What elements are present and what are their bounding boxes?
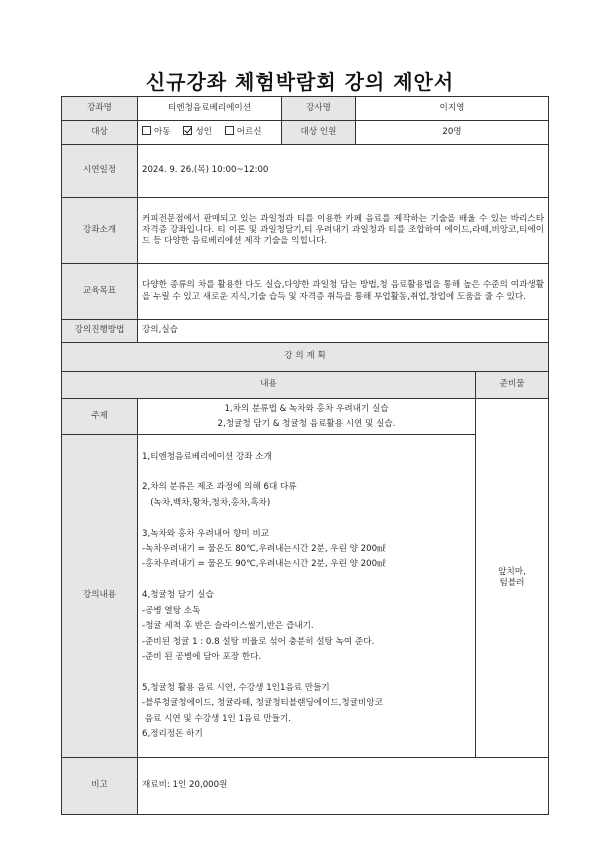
lecture-line: -청귤 세척 후 반은 슬라이스썰기,반은 즙내기. (142, 621, 314, 632)
lecture-line: 2,차의 분류은 제조 과정에 의해 6대 다류 (142, 482, 297, 493)
intro-label: 강좌소개 (62, 198, 138, 264)
lecture-line: (녹차,백차,황차,청차,홍차,흑차) (142, 497, 271, 508)
topic-line: 2,청귤청 담기 & 청귤청 음료활용 시연 및 실습. (217, 418, 396, 429)
course-label: 강좌명 (62, 97, 138, 121)
note-label: 비고 (62, 758, 138, 815)
lecture-line: 6,정리정돈 하기 (142, 728, 203, 739)
topic-label: 주제 (62, 399, 138, 435)
headcount-value: 20명 (356, 121, 549, 145)
course-value: 티엔청음료베리에이션 (138, 97, 282, 121)
lecture-line: -공병 열탕 소독 (142, 605, 201, 616)
checkbox-icon (225, 126, 234, 135)
lecture-line: -녹차우려내기 = 물온도 80℃,우려내는시간 2분, 우린 양 200㎖ (142, 544, 386, 555)
row-note (62, 758, 549, 815)
row-lecture (62, 435, 549, 758)
row-schedule (62, 145, 549, 198)
lecture-line: -블루청귤청에이드, 청귤라떼, 청귤청티블랜딩에이드,청귤비앙코 (142, 698, 383, 709)
lecture-line: 4,청귤청 담기 실습 (142, 590, 214, 601)
target-options (138, 121, 282, 145)
checkbox-checked-icon (183, 126, 192, 135)
lecture-line: -준비 된 공병에 담아 포장 한다. (142, 651, 262, 662)
row-plan-header (62, 343, 549, 372)
lecture-line: 1,티엔청음료베리에이션 강좌 소개 (142, 451, 272, 462)
schedule-label: 시연일정 (62, 145, 138, 198)
intro-value: 커피전문점에서 판매되고 있는 과일청과 티를 이용한 카페 음료를 제작하는 기술을 배울 수 있는 바리스타 자격증 강좌입니다. 티 이론 및 과일청담기,티 우려내기 과일청과 티를 조합하여 에이드,라떼,비앙코,티에이드 등 다양한 음료베리에션 제작 기술을 익힙니다. (138, 198, 549, 264)
row-course (62, 97, 549, 121)
lecture-line (142, 665, 471, 680)
lecture-line (142, 511, 471, 526)
target-option-adult[interactable]: 성인 (183, 126, 212, 138)
lecture-line: 3,녹차와 홍차 우려내어 향미 비교 (142, 528, 270, 539)
schedule-value: 2024. 9. 26.(목) 10:00~12:00 (138, 145, 549, 198)
instructor-label: 강사명 (282, 97, 356, 121)
target-option-child[interactable]: 아동 (142, 126, 171, 138)
row-content-header (62, 372, 549, 399)
target-option-senior[interactable]: 어르신 (225, 126, 262, 138)
page-title: 신규강좌 체험박람회 강의 제안서 (145, 70, 455, 94)
lecture-label: 강의내용 (62, 435, 138, 758)
target-label: 대상 (62, 121, 138, 145)
content-header: 내용 (62, 372, 476, 399)
materials-value: 앞치마, 텀블러 (476, 399, 549, 758)
lecture-line: 5,청귤청 활용 음료 시연, 수강생 1인1음료 만들기 (142, 682, 330, 693)
lecture-line: -준비된 청귤 1 : 0.8 설탕 비율로 섞어 충분히 설탕 녹여 준다. (142, 636, 375, 647)
row-goal (62, 264, 549, 320)
lecture-line: -홍차우려내기 = 물온도 90℃,우려내는시간 2분, 우린 양 200㎖ (142, 559, 386, 570)
lecture-content (138, 435, 476, 758)
headcount-label: 대상 인원 (282, 121, 356, 145)
materials-header: 준비물 (476, 372, 549, 399)
lecture-line (142, 573, 471, 588)
goal-value: 다양한 종류의 차를 활용한 다도 실습,다양한 과일청 담는 방법,청 음료활용법을 통해 높은 수준의 여과생활을 누릴 수 있고 새로운 지식,기술 습득 및 자격증 취득을 통해 부업활동,취업,창업에 도움을 줄 수 있다. (138, 264, 549, 320)
lecture-line: 음료 시연 및 수강생 1인 1음료 만들기. (142, 713, 292, 724)
checkbox-icon (142, 126, 151, 135)
note-value: 재료비: 1인 20,000원 (138, 758, 549, 815)
row-topic (62, 399, 549, 435)
proposal-form-table (61, 96, 549, 815)
row-target (62, 121, 549, 145)
method-label: 강의진행방법 (62, 320, 138, 343)
goal-label: 교육목표 (62, 264, 138, 320)
topic-value (138, 399, 476, 435)
plan-header: 강 의 계 획 (62, 343, 549, 372)
lecture-line (142, 465, 471, 480)
row-method (62, 320, 549, 343)
topic-line: 1,차의 분류법 & 녹차와 홍차 우려내기 실습 (224, 403, 389, 414)
row-intro (62, 198, 549, 264)
instructor-value: 이지영 (356, 97, 549, 121)
method-value: 강의,실습 (138, 320, 549, 343)
